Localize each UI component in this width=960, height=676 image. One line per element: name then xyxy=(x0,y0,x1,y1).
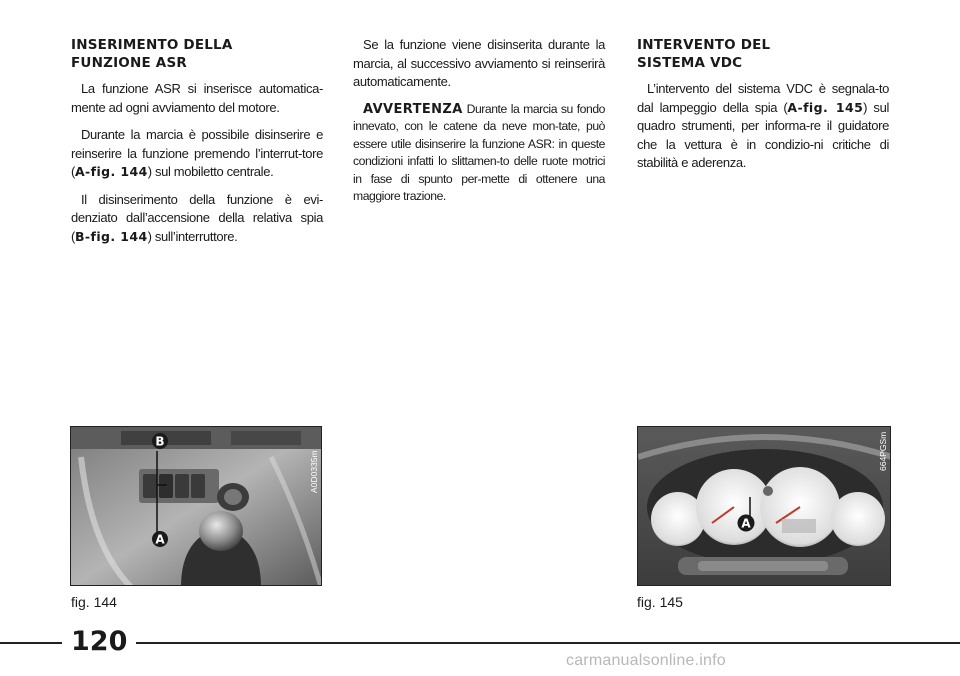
watermark: carmanualsonline.info xyxy=(566,652,726,669)
paragraph-warning: AVVERTENZA Durante la marcia su fondo innevato, con le catene da neve mon-tate, può essere utile disinserire la funzione ASR: in queste condizioni infatti lo slittamen-to delle ruote motrici in fase di spunto per-mette di ottenere una maggiore trazione. xyxy=(353,101,605,203)
paragraph-asr-auto: La funzione ASR si inserisce automatica-mente ad ogni avviamento del motore. xyxy=(71,81,323,115)
svg-text:A: A xyxy=(741,516,751,531)
instrument-cluster-illustration xyxy=(638,427,891,586)
heading-vdc-intervention: INTERVENTO DEL SISTEMA VDC xyxy=(637,37,771,71)
column-vdc-intervention xyxy=(637,36,889,182)
console-illustration xyxy=(71,427,322,586)
svg-text:B: B xyxy=(155,434,165,449)
page-number: 120 xyxy=(62,620,136,664)
figure-144-caption: fig. 144 xyxy=(71,594,117,610)
figure-144-console-photo xyxy=(70,426,322,586)
figure-145-instrument-photo xyxy=(637,426,891,586)
asr-switch-icon xyxy=(159,474,173,498)
temperature-gauge xyxy=(831,492,885,546)
figure-code: 664PGSm xyxy=(878,431,888,471)
vdc-warning-light xyxy=(763,486,773,496)
figure-145-caption: fig. 145 xyxy=(637,594,683,610)
heading-asr-activation: INSERIMENTO DELLA FUNZIONE ASR xyxy=(71,37,233,71)
gear-knob xyxy=(199,511,243,551)
svg-text:A: A xyxy=(155,532,165,547)
paragraph-asr-indicator: Il disinserimento della funzione è evi-denziato dall’accensione della relativa spia (B-fig. 144) sull’interruttore. xyxy=(71,191,323,244)
paragraph-asr-switch: Durante la marcia è possibile disinserire e reinserire la funzione premendo l’interrut-tore (A-fig. 144) sul mobiletto centrale. xyxy=(71,127,323,179)
figure-reference: A-fig. 144 xyxy=(74,164,148,179)
column-asr-activation xyxy=(71,36,323,255)
column-asr-warning xyxy=(353,36,605,215)
paragraph-asr-restart: Se la funzione viene disinserita durante la marcia, al successivo avviamento si reinserirà automaticamente. xyxy=(353,37,605,89)
figure-code: A0D0335m xyxy=(309,450,319,493)
figure-reference: A-fig. 145 xyxy=(787,99,864,115)
paragraph-vdc: L’intervento del sistema VDC è segnala-to dal lampeggio della spia (A-fig. 145) sul quadro strumenti, per informa-re il guidatore che la vettura è in condizio-ni critiche di stabilità e aderenza. xyxy=(637,81,890,170)
footer-rule xyxy=(0,642,960,644)
figure-reference: B-fig. 144 xyxy=(74,228,148,244)
warning-label: AVVERTENZA xyxy=(363,101,463,117)
